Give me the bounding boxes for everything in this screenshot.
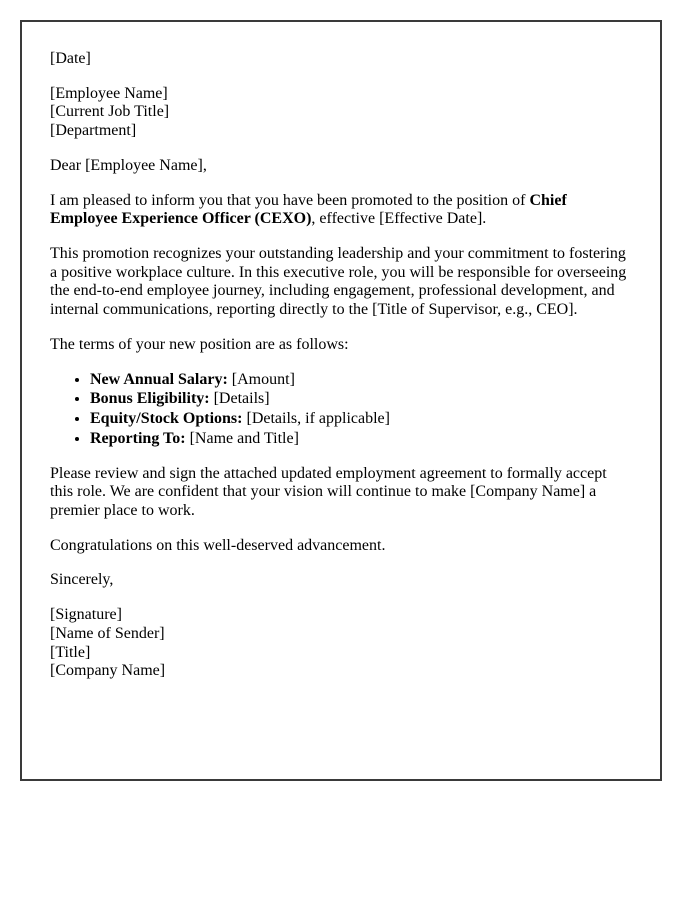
paragraph-congrats: [50, 537, 632, 556]
signature-placeholder: [Signature]: [50, 606, 122, 624]
recipient-job-title: [Current Job Title]: [50, 103, 170, 121]
paragraph-recognition: [50, 245, 632, 320]
recognition-text: This promotion recognizes your outstanding leadership and your commitment to fostering a positive workplace culture. In this executive role, you will be responsible for overseeing the end-to-end employee journey, including engagement, professional development, and internal communications, reporting directly to the [Title of Supervisor, e.g., CEO].: [50, 245, 627, 319]
salutation-text: Dear [Employee Name],: [50, 156, 207, 174]
salutation: [50, 157, 632, 176]
term-value-bonus: [Details]: [209, 390, 270, 408]
closing-text: Sincerely,: [50, 571, 114, 589]
signature-block: [50, 606, 632, 681]
term-item-bonus: [90, 390, 632, 409]
intro-before-bold: I am pleased to inform you that you have been promoted to the position of: [50, 191, 530, 209]
term-item-reporting: [90, 430, 632, 449]
terms-intro: [50, 336, 632, 355]
paragraph-intro: [50, 192, 632, 229]
recipient-department: [Department]: [50, 122, 137, 140]
term-label-bonus: Bonus Eligibility:: [90, 390, 210, 408]
date-line: [50, 50, 632, 69]
terms-intro-text: The terms of your new position are as follows:: [50, 335, 349, 353]
new-role-title: Chief Employee Experience Officer (CEXO): [50, 191, 567, 228]
intro-after-bold: , effective [Effective Date].: [311, 210, 487, 228]
term-label-reporting: Reporting To:: [90, 429, 186, 447]
term-item-salary: [90, 371, 632, 390]
letter-page: [20, 20, 662, 781]
term-value-salary: [Amount]: [227, 370, 295, 388]
paragraph-acceptance: [50, 465, 632, 521]
term-value-reporting: [Name and Title]: [185, 429, 299, 447]
term-item-equity: [90, 410, 632, 429]
recipient-block: [50, 85, 632, 141]
congrats-text: Congratulations on this well-deserved advancement.: [50, 536, 386, 554]
sender-name: [Name of Sender]: [50, 624, 165, 642]
terms-list: [50, 371, 632, 449]
term-label-equity: Equity/Stock Options:: [90, 410, 243, 428]
sender-title: [Title]: [50, 643, 91, 661]
date-placeholder: [Date]: [50, 50, 91, 67]
closing-line: [50, 571, 632, 590]
term-label-salary: New Annual Salary:: [90, 370, 228, 388]
acceptance-text: Please review and sign the attached updated employment agreement to formally accept this role. We are confident that your vision will continue to make [Company Name] a premier place to work.: [50, 464, 607, 519]
sender-company: [Company Name]: [50, 662, 166, 680]
term-value-equity: [Details, if applicable]: [242, 410, 390, 428]
recipient-name: [Employee Name]: [50, 84, 168, 102]
